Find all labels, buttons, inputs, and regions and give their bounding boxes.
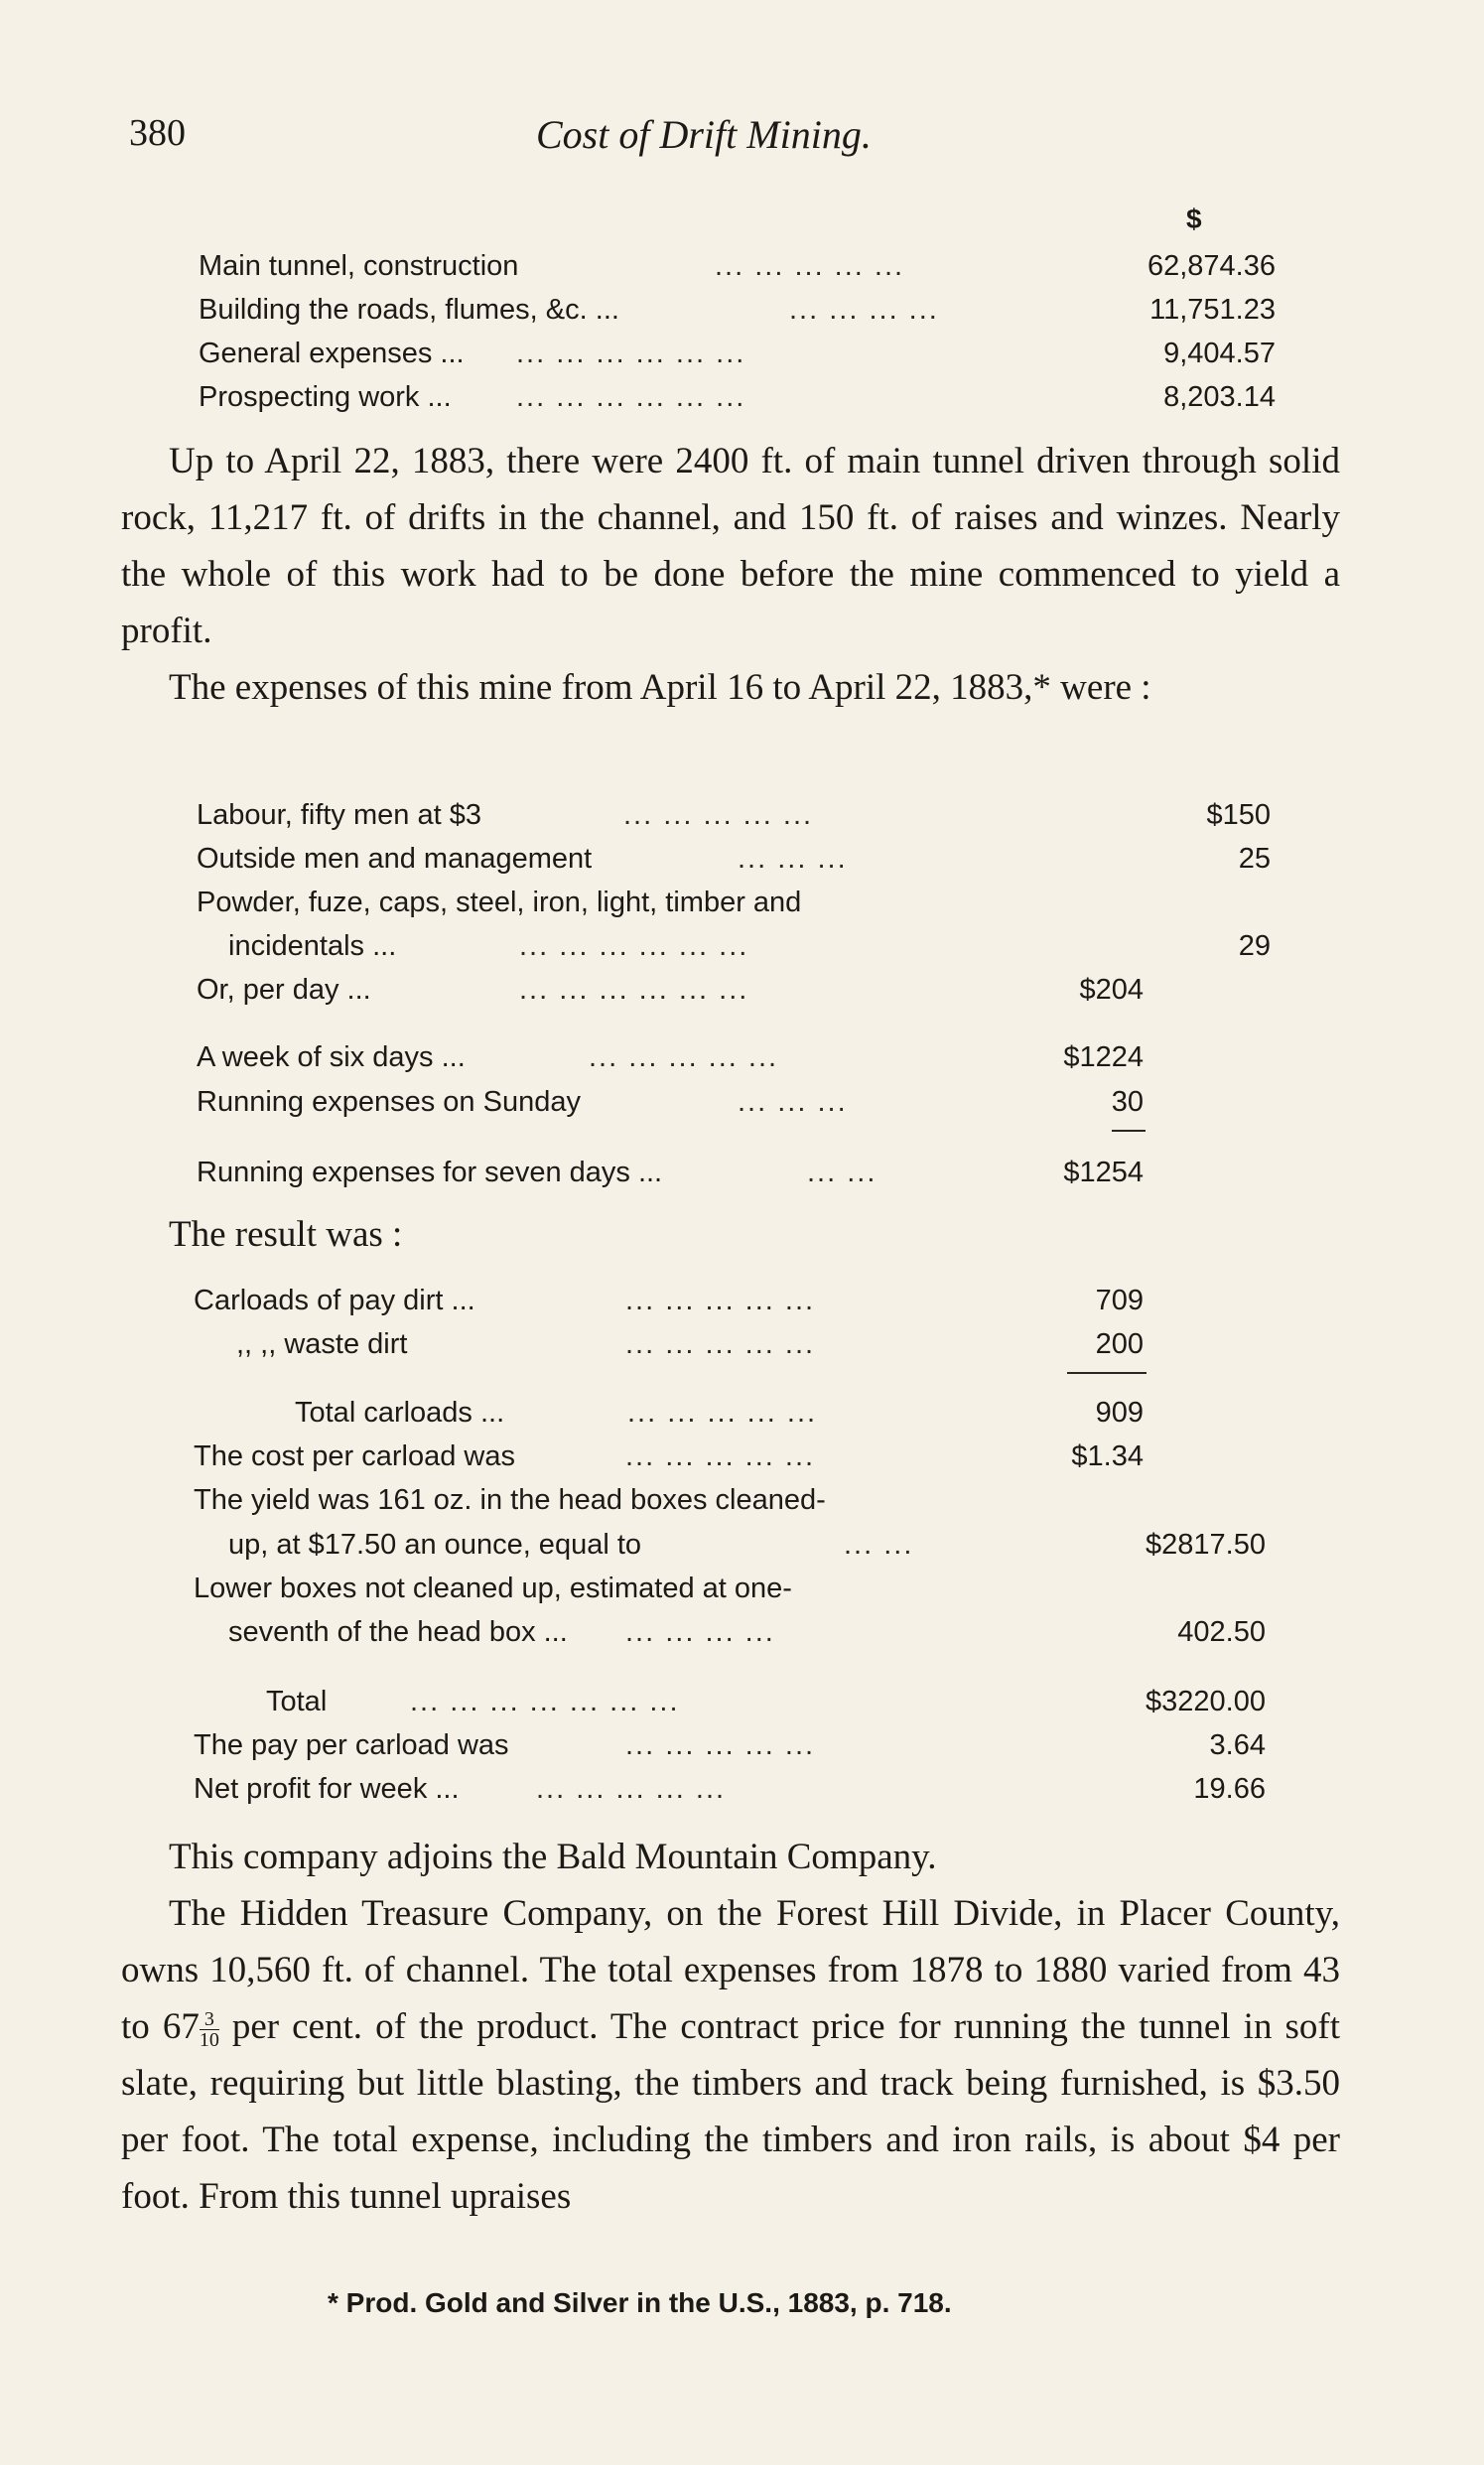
result-value: 402.50 (1177, 1616, 1266, 1648)
cost-value: 9,404.57 (1163, 338, 1276, 369)
result-label: ,, ,, waste dirt (236, 1328, 408, 1360)
leader-dots: ... ... ... ... ... (589, 1041, 779, 1073)
result-value: 909 (1095, 1397, 1144, 1429)
leader-dots: ... ... ... ... ... ... (516, 381, 746, 413)
result-label: up, at $17.50 an ounce, equal to (228, 1529, 642, 1561)
cost-label: Prospecting work ... (199, 381, 452, 413)
leader-dots: ... ... ... ... ... (625, 1285, 816, 1316)
leader-dots: ... ... ... ... ... ... ... (410, 1686, 680, 1717)
expense-label: Or, per day ... (197, 974, 371, 1006)
expense-value: $204 (1079, 974, 1144, 1006)
paragraph-text: per cent. of the product. The contract price for running the tunnel in soft slate, requiring but little blasting, the timbers and track being furnished, is $3.50 per foot. The total expense, including the timbers and iron rails, is about $4 per foot. From this tunnel upraises (121, 2006, 1340, 2217)
leader-dots: ... ... ... ... ... (625, 1729, 816, 1761)
result-label: Carloads of pay dirt ... (194, 1285, 475, 1316)
result-label: Net profit for week ... (194, 1773, 460, 1805)
expense-label: Outside men and management (197, 843, 593, 875)
result-value: 19.66 (1193, 1773, 1266, 1805)
expense-label: Powder, fuze, caps, steel, iron, light, timber and (197, 887, 802, 918)
cost-label: Building the roads, flumes, &c. ... (199, 294, 619, 326)
body-text-block (121, 433, 1340, 716)
result-label: seventh of the head box ... (228, 1616, 568, 1648)
leader-dots: ... ... ... ... ... (536, 1773, 727, 1805)
cost-value: 62,874.36 (1147, 250, 1276, 282)
expense-label: A week of six days ... (197, 1041, 466, 1073)
leader-dots: ... ... ... ... ... ... (516, 338, 746, 369)
leader-dots: ... ... ... ... (625, 1616, 775, 1648)
result-label: The cost per carload was (194, 1440, 515, 1472)
result-label: Lower boxes not cleaned up, estimated at one- (194, 1573, 792, 1604)
result-value: $3220.00 (1146, 1686, 1266, 1717)
result-value: 3.64 (1209, 1729, 1266, 1761)
cost-label: Main tunnel, construction (199, 250, 519, 282)
expense-value: $1254 (1063, 1157, 1144, 1188)
expense-value: $1224 (1063, 1041, 1144, 1073)
leader-dots: ... ... ... ... ... (715, 250, 905, 282)
leader-dots: ... ... ... ... (789, 294, 939, 326)
result-label: The pay per carload was (194, 1729, 509, 1761)
expense-label: incidentals ... (228, 930, 397, 962)
leader-dots: ... ... ... ... ... ... (519, 974, 749, 1006)
fraction (200, 2009, 219, 2050)
page-header (129, 111, 1340, 171)
result-value: 709 (1095, 1285, 1144, 1316)
sum-rule (1112, 1130, 1146, 1132)
result-label: The yield was 161 oz. in the head boxes cleaned- (194, 1484, 826, 1516)
paragraph: This company adjoins the Bald Mountain Company. (169, 1837, 937, 1877)
leader-dots: ... ... ... (738, 843, 848, 875)
cost-value: 8,203.14 (1163, 381, 1276, 413)
cost-value: 11,751.23 (1149, 294, 1276, 326)
result-heading: The result was : (169, 1214, 403, 1255)
result-label: Total (266, 1686, 328, 1717)
paragraph (121, 1885, 1340, 2225)
page-number: 380 (129, 112, 186, 154)
paragraph-text: The Hidden Treasure Company, on the Forest Hill Divide, in Placer County, owns 10,560 ft. of channel. The total expenses from 1878 to 1880 varied from 43 to 67 (121, 1893, 1340, 2047)
paragraph: The expenses of this mine from April 16 to April 22, 1883,* were : (169, 667, 1151, 708)
running-title: Cost of Drift Mining. (536, 112, 872, 157)
leader-dots: ... ... ... ... ... ... (519, 930, 749, 962)
paragraph: Up to April 22, 1883, there were 2400 ft. of main tunnel driven through solid rock, 11,217 ft. of drifts in the channel, and 150 ft. of raises and winzes. Nearly the whole of this work had to be done before the mine commenced to yield a profit. (121, 441, 1340, 651)
expense-label: Labour, fifty men at $3 (197, 799, 481, 831)
leader-dots: ... ... ... ... ... (627, 1397, 818, 1429)
fraction-denominator: 10 (199, 2029, 219, 2052)
leader-dots: ... ... ... ... ... (625, 1328, 816, 1360)
expense-label: Running expenses on Sunday (197, 1086, 581, 1118)
leader-dots: ... ... (807, 1157, 877, 1188)
footnote: * Prod. Gold and Silver in the U.S., 1883, p. 718. (328, 2287, 952, 2318)
leader-dots: ... ... ... (738, 1086, 848, 1118)
leader-dots: ... ... ... ... ... (623, 799, 814, 831)
currency-header: $ (1186, 204, 1202, 234)
expense-value: 30 (1111, 1086, 1144, 1118)
expense-value: 25 (1238, 843, 1271, 875)
expense-label: Running expenses for seven days ... (197, 1157, 663, 1188)
expense-value: 29 (1238, 930, 1271, 962)
result-value: 200 (1095, 1328, 1144, 1360)
leader-dots: ... ... (844, 1529, 914, 1561)
result-value: $2817.50 (1146, 1529, 1266, 1561)
cost-label: General expenses ... (199, 338, 465, 369)
leader-dots: ... ... ... ... ... (625, 1440, 816, 1472)
sum-rule (1067, 1372, 1147, 1374)
result-label: Total carloads ... (295, 1397, 505, 1429)
expense-value: $150 (1206, 799, 1271, 831)
result-value: $1.34 (1071, 1440, 1144, 1472)
body-text-block (121, 1829, 1340, 2225)
fraction-numerator: 3 (200, 2009, 219, 2030)
